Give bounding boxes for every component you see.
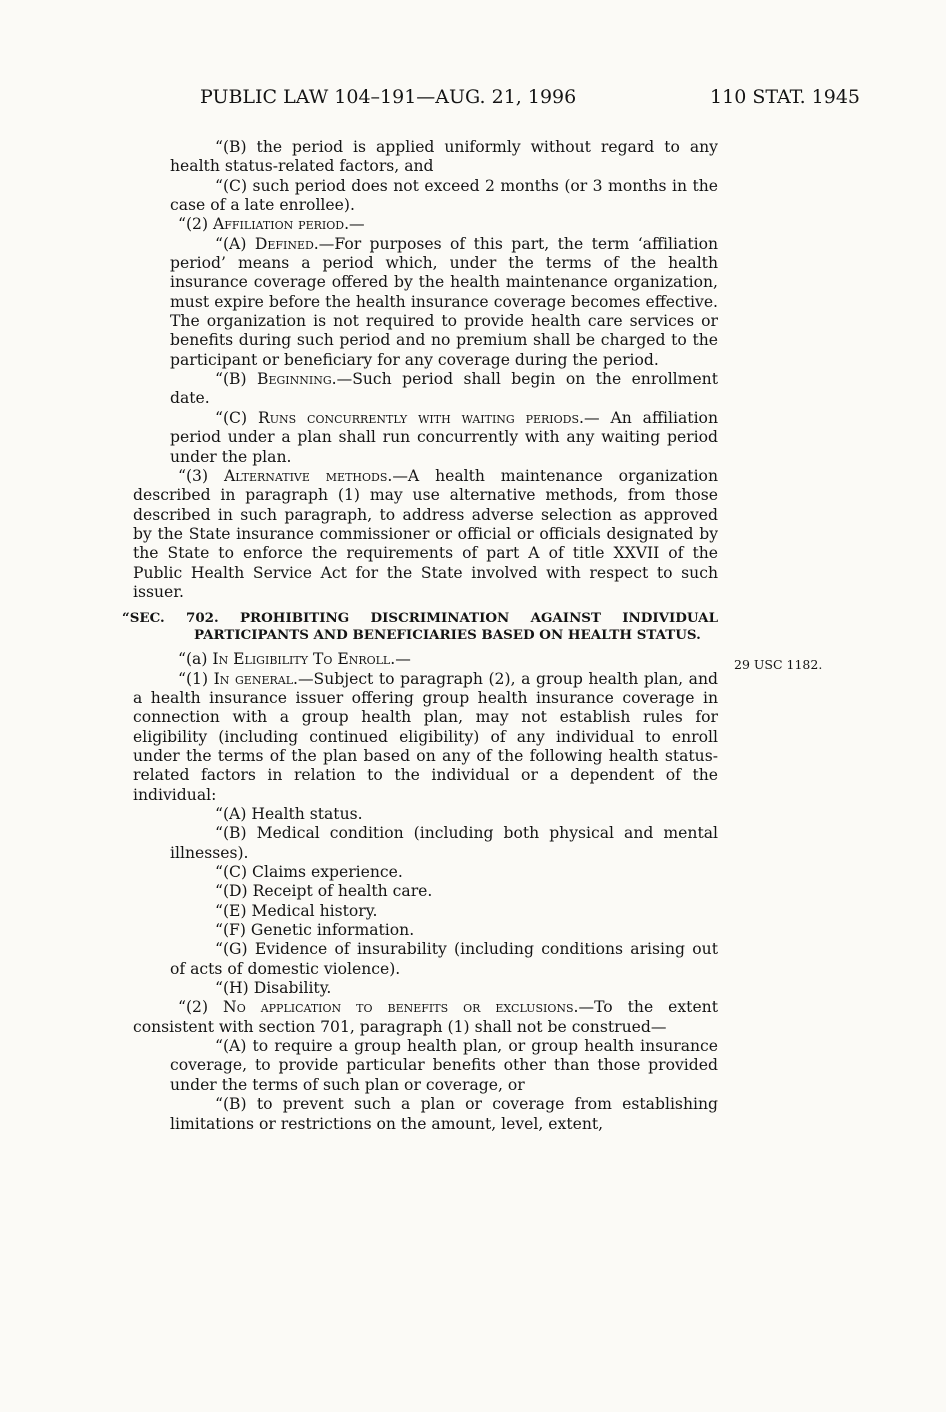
paragraph xyxy=(133,370,718,409)
paragraph xyxy=(133,882,718,901)
paragraph-text: “(2) xyxy=(178,215,214,234)
paragraph-text: “(2) xyxy=(178,998,224,1017)
paragraph-heading: Runs concurrently with waiting periods xyxy=(257,408,580,427)
paragraph-text: “(A) xyxy=(215,234,255,253)
paragraph-text: .—For purposes of this part, the term ‘affiliation period’ means a period which, under the terms of the health insurance coverage offered by the health maintenance organization, must expire before the health insurance coverage becomes effective. The organization is not required to provide health care services or benefits during such period and no premium shall be charged to the participant or beneficiary for any coverage during the period. xyxy=(170,234,719,369)
paragraph-text: “(F) Genetic information. xyxy=(215,921,415,940)
paragraph-text: “(C) Claims experience. xyxy=(215,863,403,882)
paragraph-heading: Affiliation period xyxy=(213,215,345,234)
paragraph-text: “(1) xyxy=(178,669,214,688)
paragraph-heading: Alternative methods xyxy=(223,466,388,485)
paragraph-heading: In general xyxy=(213,669,293,688)
paragraph-text: “(C) such period does not exceed 2 months (or 3 months in the case of a late enrollee). xyxy=(170,176,718,215)
paragraph xyxy=(133,902,718,921)
paragraph xyxy=(133,979,718,998)
paragraph xyxy=(133,863,718,882)
paragraph xyxy=(133,235,718,370)
section-heading xyxy=(122,610,718,644)
paragraph-text: .— xyxy=(344,215,365,234)
paragraph-text: “(3) xyxy=(178,466,224,485)
paragraph xyxy=(133,805,718,824)
paragraph-text: “(B) the period is applied uniformly without regard to any health status-related factors, and xyxy=(170,138,718,176)
paragraph-text: “(H) Disability. xyxy=(215,979,332,998)
paragraph xyxy=(133,1037,718,1095)
paragraph xyxy=(133,670,718,805)
paragraph-heading: Beginning xyxy=(257,370,332,389)
paragraph-text: “(A) to require a group health plan, or group health insurance coverage, to provide particular benefits other than those provided under the terms of such plan or coverage, or xyxy=(170,1037,718,1094)
paragraph-text: .—A health maintenance organization described in paragraph (1) may use alternative methods, from those described in such paragraph, to address adverse selection as approved by the State insurance commissioner or official or officials designated by the State to enforce the requirements of part A of title XXVII of the Public Health Service Act for the State involved with respect to such issuer. xyxy=(133,466,718,601)
paragraph-text: .— An affiliation period under a plan shall run concurrently with any waiting period under the plan. xyxy=(170,408,718,466)
paragraph xyxy=(133,467,718,602)
paragraph xyxy=(133,138,718,177)
paragraph-text: “(a) xyxy=(178,650,213,669)
paragraph xyxy=(133,650,718,669)
paragraph-text: .—To the extent consistent with section 701, paragraph (1) shall not be construed— xyxy=(133,998,718,1036)
paragraph-text: .—Such period shall begin on the enrollment date. xyxy=(170,370,718,408)
paragraph xyxy=(133,409,718,467)
paragraph-heading: Defined xyxy=(254,234,314,253)
paragraph-text: .—Subject to paragraph (2), a group health plan, and a health insurance issuer offering group health insurance coverage in connection with a group health plan, may not establish rules for eligibility (including continued eligibility) of any individual to enroll under the terms of the plan based on any of the following health status-related factors in relation to the individual or a dependent of the individual: xyxy=(133,669,718,804)
paragraph xyxy=(133,215,718,234)
paragraph-text: “(A) Health status. xyxy=(215,805,363,823)
paragraph xyxy=(133,998,718,1037)
paragraph-heading: No application to benefits or exclusions xyxy=(223,998,574,1017)
paragraph-text: “(C) xyxy=(215,408,258,427)
paragraph-text: “(B) to prevent such a plan or coverage from establishing limitations or restrictions on the amount, level, extent, xyxy=(170,1095,718,1133)
paragraph xyxy=(133,824,718,863)
document-body xyxy=(122,138,719,1134)
paragraph xyxy=(133,921,718,940)
paragraph xyxy=(133,940,718,979)
paragraph-text: “(D) Receipt of health care. xyxy=(215,882,433,901)
paragraph-text: “(B) Medical condition (including both physical and mental illnesses). xyxy=(170,824,718,862)
margin-citation: 29 USC 1182. xyxy=(734,657,823,672)
header-law-citation: PUBLIC LAW 104–191—AUG. 21, 1996 xyxy=(200,86,577,108)
page-header xyxy=(200,86,860,116)
paragraph-text: “(G) Evidence of insurability (including conditions arising out of acts of domestic violence). xyxy=(170,940,718,978)
paragraph-text: “SEC. 702. PROHIBITING DISCRIMINATION AGAINST INDIVIDUAL PARTICIPANTS AND BENEFICIARIES BASED ON HEALTH STATUS. xyxy=(122,610,718,644)
paragraph-text: “(B) xyxy=(215,370,257,389)
paragraph xyxy=(133,177,718,216)
paragraph-heading: In Eligibility To Enroll xyxy=(212,650,391,669)
paragraph xyxy=(133,1095,718,1134)
header-stat-page: 110 STAT. 1945 xyxy=(710,86,860,108)
paragraph-text: “(E) Medical history. xyxy=(215,901,378,920)
paragraph-text: .— xyxy=(390,650,411,669)
